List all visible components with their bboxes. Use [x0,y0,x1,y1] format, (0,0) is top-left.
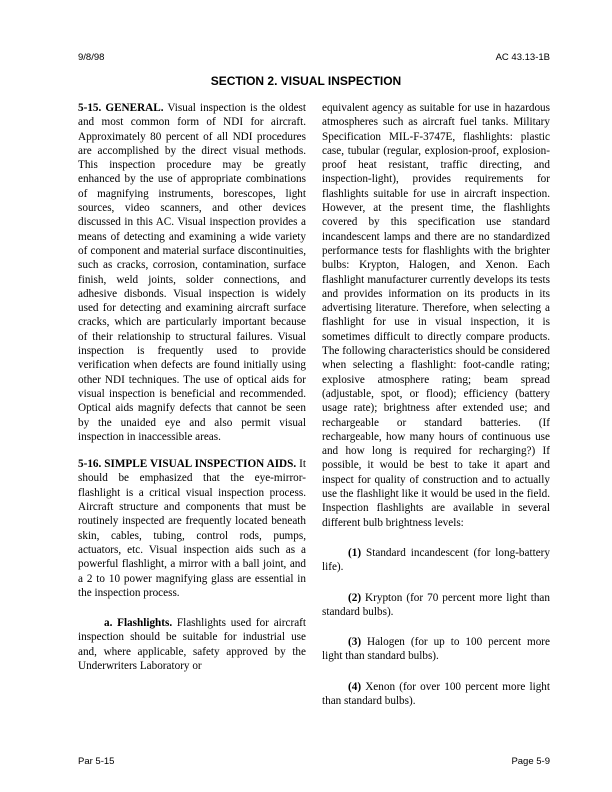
header-date: 9/8/98 [78,52,105,63]
left-column [78,101,306,673]
list-item-text: Krypton (for 70 percent more light than standard bulbs). [322,591,550,618]
list-item [322,546,550,575]
list-item-number: (3) [348,636,362,649]
paragraph-heading: 5-15. GENERAL. [78,102,164,114]
list-item-number: (2) [348,591,362,604]
footer-page-number: Page 5-9 [511,756,550,767]
list-item-text: Xenon (for over 100 percent more light than standard bulbs). [322,680,550,707]
section-title: SECTION 2. VISUAL INSPECTION [210,74,402,88]
list-item [322,680,550,709]
right-column [322,101,550,708]
paragraph-5-15 [78,101,306,444]
paragraph-heading: 5-16. SIMPLE VISUAL INSPECTION AIDS. [78,458,297,471]
paragraph-heading: a. Flashlights. [104,617,173,630]
paragraph-flashlights-continued: equivalent agency as suitable for use in hazardous atmospheres such as aircraft fuel tanks. Military Specification MIL-F-3747E, flashlights: plastic case, tubular (regular, explosion-proof, explosion-proof heat resistant, traffic directing, and inspection-light), provides requirements for flashlights suitable for use in aircraft inspection. However, at the present time, the flashlights covered by this specification use standard incandescent lamps and there are no standardized performance tests for flashlights with the brighter bulbs: Krypton, Halogen, and Xenon. Each flashlight manufacturer currently develops its tests and provides information on its products in its advertising literature. Therefore, when selecting a flashlight for use in visual inspection, it is sometimes difficult to directly compare products. The following characteristics should be considered when selecting a flashlight: foot-candle rating; explosive atmosphere rating; beam spread (adjustable, spot, or flood); efficiency (battery usage rate); brightness after extended use; and rechargeable or standard batteries. (If rechargeable, how many hours of continuous use and how long is required for recharging?) If possible, it would be best to take it apart and inspect for quality of construction and to actually use the flashlight like it would be used in the field. Inspection flashlights are available in several different bulb brightness levels: [322,102,550,529]
list-item-number: (1) [348,546,362,559]
list-item-text: Standard incandescent (for long-battery life). [322,546,550,574]
paragraph-flashlights [78,616,306,673]
paragraph-text: Visual inspection is the oldest and most common form of NDI for aircraft. Approximately 80 percent of all NDI procedures are accomplished by the direct visual methods. This inspection procedure may be greatly enhanced by the use of appropriate combinations of magnifying instruments, borescopes, light sources, video scanners, and other devices discussed in this AC. Visual inspection provides a means of detecting and examining a wide variety of component and material surface discontinuities, such as cracks, corrosion, contamination, surface finish, weld joints, solder connections, and adhesive disbonds. Visual inspection is widely used for detecting and examining aircraft surface cracks, which are particularly important because of their relationship to structural failures. Visual inspection is frequently used to provide verification when defects are found initially using other NDI techniques. The use of optical aids for visual inspection is beneficial and recommended. Optical aids magnify defects that cannot be seen by the unaided eye and also permit visual inspection in inaccessible areas. [78,102,306,443]
list-item-number: (4) [348,680,362,693]
list-item-text: Halogen (for up to 100 percent more light than standard bulbs). [322,636,550,663]
list-item [322,635,550,664]
paragraph-5-16 [78,457,306,600]
paragraph-text: Flashlights used for aircraft inspection should be suitable for industrial use and, where applicable, safety approved by the Underwriters Laboratory or [78,617,306,672]
paragraph-text: It should be emphasized that the eye-mirror-flashlight is a critical visual inspection process. Aircraft structure and components that must be routinely inspected are frequently located beneath skin, cables, tubing, control rods, pumps, actuators, etc. Visual inspection aids such as a powerful flashlight, a mirror with a ball joint, and a 2 to 10 power magnifying glass are essential in the inspection process. [78,458,306,599]
list-item [322,591,550,620]
header-doc-id: AC 43.13-1B [495,52,550,63]
footer-paragraph-ref: Par 5-15 [78,756,115,767]
